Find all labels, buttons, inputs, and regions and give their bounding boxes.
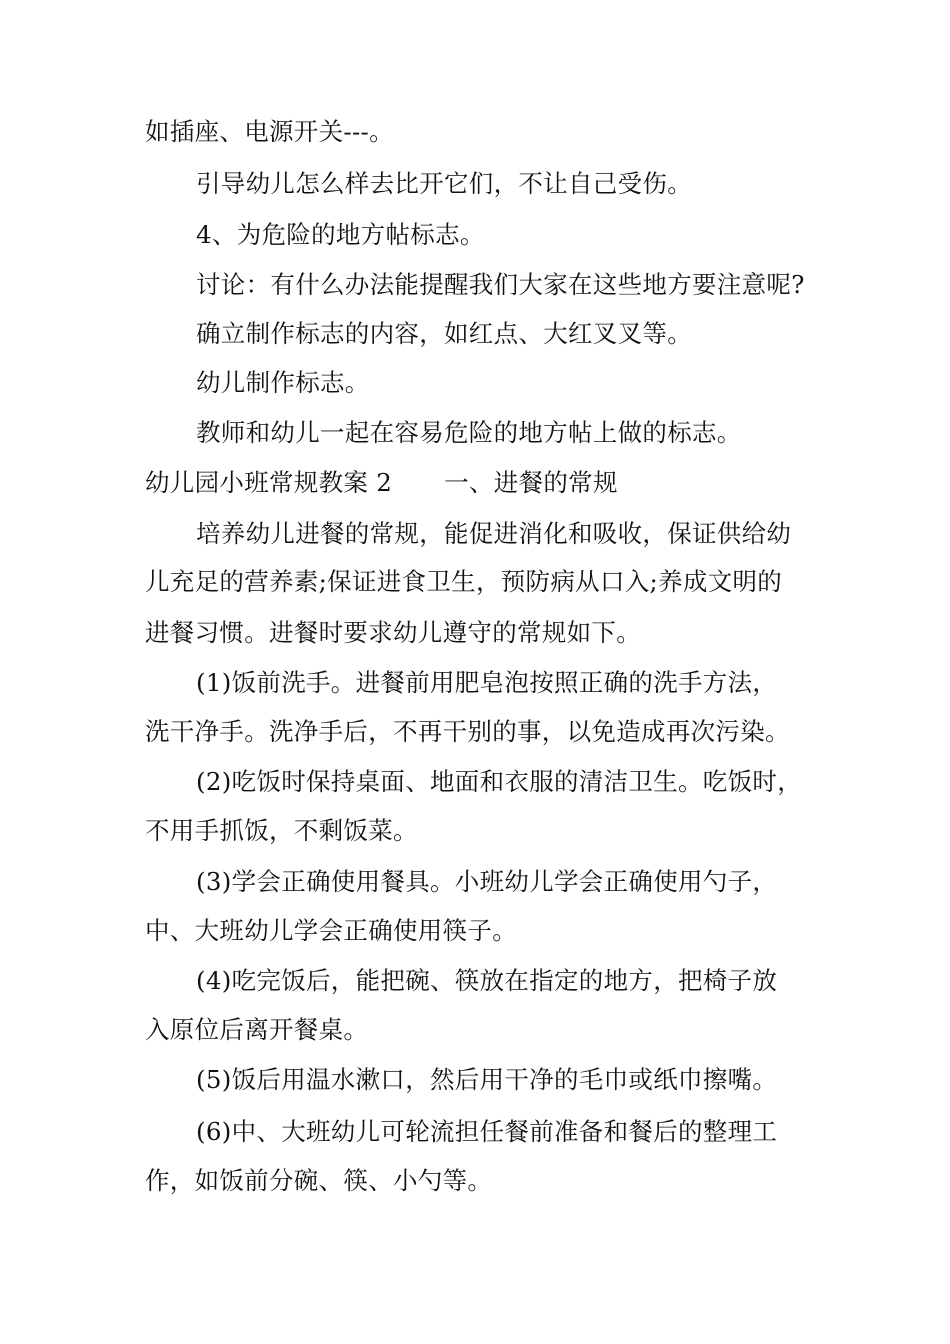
text-line: 培养幼儿进餐的常规，能促进消化和吸收，保证供给幼 bbox=[196, 519, 792, 548]
section-heading-line bbox=[145, 467, 618, 499]
text-line: 入原位后离开餐桌。 bbox=[145, 1015, 369, 1044]
text-line: 幼儿制作标志。 bbox=[196, 368, 370, 397]
text-line: 儿充足的营养素;保证进食卫生，预防病从口入;养成文明的 bbox=[145, 567, 783, 596]
text-line: (2)吃饭时保持桌面、地面和衣服的清洁卫生。吃饭时， bbox=[196, 767, 803, 796]
section-title: 幼儿园小班常规教案 2 bbox=[145, 468, 393, 497]
text-line: (5)饭后用温水漱口，然后用干净的毛巾或纸巾擦嘴。 bbox=[196, 1065, 778, 1094]
text-line: (3)学会正确使用餐具。小班幼儿学会正确使用勺子， bbox=[196, 867, 778, 896]
text-line: 教师和幼儿一起在容易危险的地方帖上做的标志。 bbox=[196, 418, 742, 447]
subsection-title: 一、进餐的常规 bbox=[444, 468, 618, 497]
text-line: (4)吃完饭后，能把碗、筷放在指定的地方，把椅子放 bbox=[196, 966, 778, 995]
text-line: (1)饭前洗手。进餐前用肥皂泡按照正确的洗手方法， bbox=[196, 668, 778, 697]
text-line: 进餐习惯。进餐时要求幼儿遵守的常规如下。 bbox=[145, 618, 641, 647]
text-line: 不用手抓饭，不剩饭菜。 bbox=[145, 816, 418, 845]
text-line: 讨论：有什么办法能提醒我们大家在这些地方要注意呢? bbox=[196, 270, 805, 299]
text-line: 引导幼儿怎么样去比开它们，不让自己受伤。 bbox=[196, 169, 692, 198]
text-line: 中、大班幼儿学会正确使用筷子。 bbox=[145, 916, 517, 945]
text-line: (6)中、大班幼儿可轮流担任餐前准备和餐后的整理工 bbox=[196, 1117, 778, 1146]
text-line: 确立制作标志的内容，如红点、大红叉叉等。 bbox=[196, 319, 692, 348]
text-line: 作，如饭前分碗、筷、小勺等。 bbox=[145, 1166, 493, 1195]
text-line: 洗干净手。洗净手后，不再干别的事，以免造成再次污染。 bbox=[145, 717, 790, 746]
text-line: 如插座、电源开关---。 bbox=[145, 117, 394, 146]
text-line: 4、为危险的地方帖标志。 bbox=[196, 220, 485, 249]
